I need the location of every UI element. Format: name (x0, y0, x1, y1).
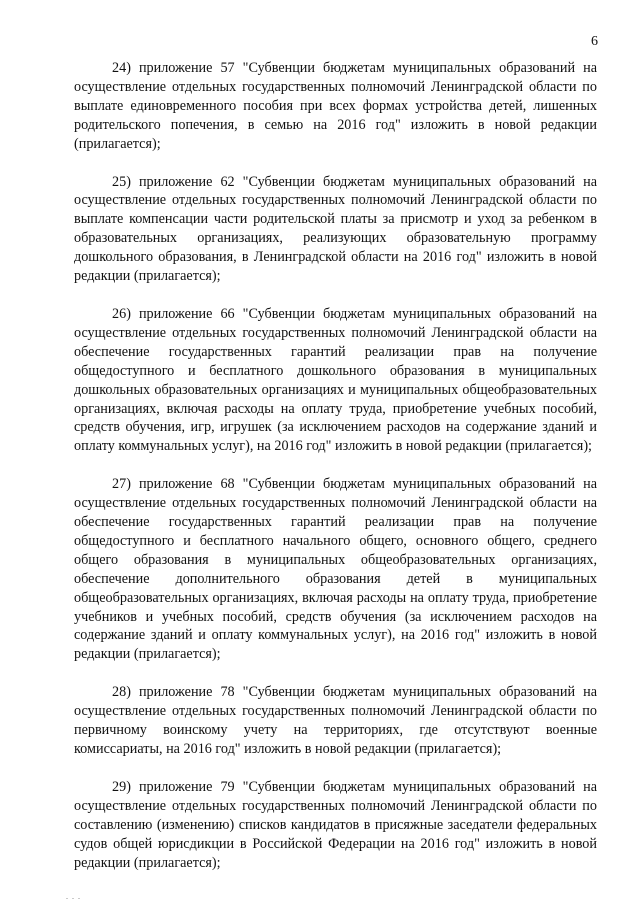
document-body (74, 59, 597, 872)
paragraph-item-24: 24) приложение 57 "Субвенции бюджетам муниципальных образований на осуществление отдельных государственных полномочий Ленинградской области по выплате единовременного пособия при всех формах устройства детей, лишенных родительского попечения, в семью на 2016 год" изложить в новой редакции (прилагается); (74, 60, 597, 152)
paragraph-item-26: 26) приложение 66 "Субвенции бюджетам муниципальных образований на осуществление отдельных государственных полномочий Ленинградской области на обеспечение государственных гарантий реализации прав на получение общедоступного и бесплатного дошкольного образования в муниципальных дошкольных образовательных организациях и муниципальных общеобразовательных организациях, включая расходы на оплату труда, приобретение учебных пособий, средств обучения, игр, игрушек (за исключением расходов на содержание зданий и оплату коммунальных услуг), на 2016 год" изложить в новой редакции (прилагается); (74, 305, 597, 455)
paragraph-item-28: 28) приложение 78 "Субвенции бюджетам муниципальных образований на осуществление отдельных государственных полномочий Ленинградской области по первичному воинскому учету на территориях, где отсутствуют военные комиссариаты, на 2016 год" изложить в новой редакции (прилагается); (74, 684, 597, 757)
page-number: 6 (591, 34, 598, 49)
paragraph-item-29: 29) приложение 79 "Субвенции бюджетам муниципальных образований на осуществление отдельных государственных полномочий Ленинградской области по составлению (изменению) списков кандидатов в присяжные заседатели федеральных судов общей юрисдикции в Российской Федерации на 2016 год" изложить в новой редакции (прилагается); (74, 778, 597, 871)
scan-edge-mark: . . . (66, 892, 81, 901)
paragraph-item-27: 27) приложение 68 "Субвенции бюджетам муниципальных образований на осуществление отдельных государственных полномочий Ленинградской области на обеспечение государственных гарантий реализации прав на получение общедоступного и бесплатного начального общего, основного общего, среднего общего образования в муниципальных общеобразовательных организациях, обеспечение дополнительного образования детей в муниципальных общеобразовательных организациях, включая расходы на оплату труда, приобретение учебников и учебных пособий, средств обучения (за исключением расходов на содержание зданий и оплату коммунальных услуг), на 2016 год" изложить в новой редакции (прилагается); (74, 476, 597, 663)
paragraph-item-25: 25) приложение 62 "Субвенции бюджетам муниципальных образований на осуществление отдельных государственных полномочий Ленинградской области по выплате компенсации части родительской платы за присмотр и уход за ребенком в образовательных организациях, реализующих образовательную программу дошкольного образования, в Ленинградской области на 2016 год" изложить в новой редакции (прилагается); (74, 173, 597, 285)
